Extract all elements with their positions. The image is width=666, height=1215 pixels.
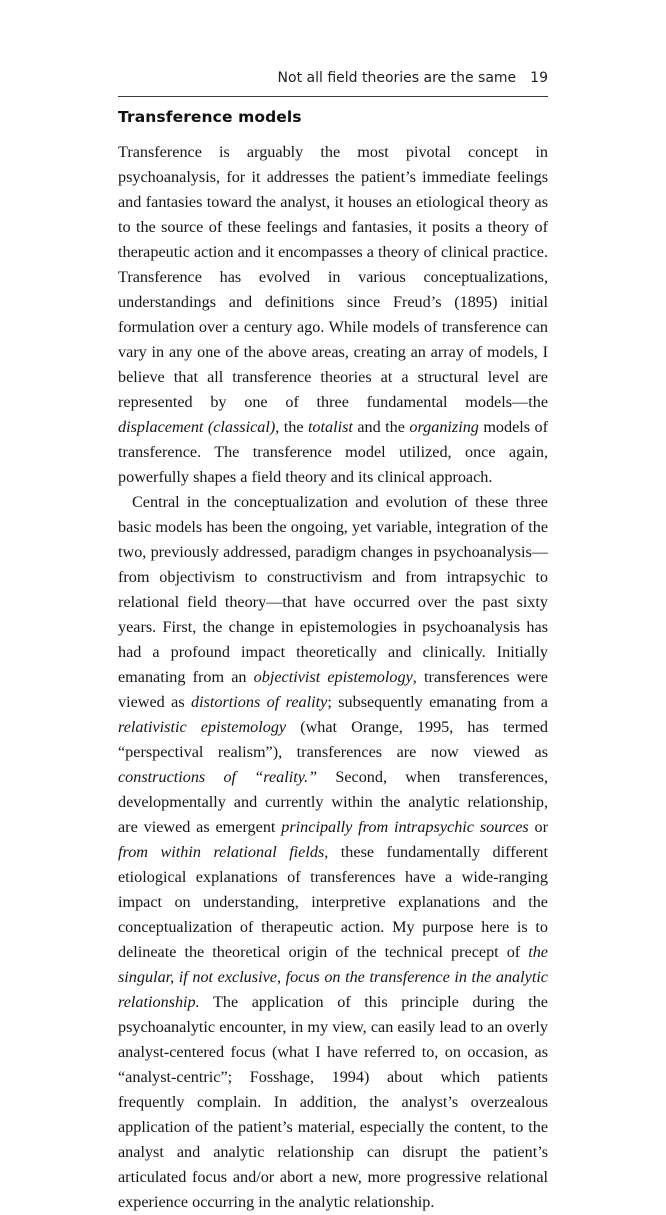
text-run: models of transference. The transference model utilized, once again, powerfully shapes a field theory and its clinical approach. <box>118 418 548 486</box>
paragraph <box>118 140 548 490</box>
text-run: Central in the conceptualization and evolution of these three basic models has been the ongoing, yet variable, integration of the two, previously addressed, paradigm changes in psychoanalysis—from objectivism to constructivism and from intrapsychic to relational field theory—that have occurred over the past sixty years. First, the change in epistemologies in psychoanalysis has had a profound impact theoretically and clinically. Initially emanating from an <box>118 493 548 686</box>
italic-run: constructions of “reality.” <box>118 768 318 786</box>
text-run: Second, when transferences, developmentally and currently within the analytic relationship, are viewed as emergent <box>118 768 548 836</box>
running-head-title: Not all field theories are the same <box>277 70 517 86</box>
text-run: ; subsequently emanating from a <box>327 693 548 711</box>
header-rule <box>118 96 548 97</box>
italic-run: objectivist epistemology <box>253 668 413 686</box>
section-heading: Transference models <box>118 108 302 126</box>
text-run: or <box>528 818 549 836</box>
italic-run: distortions of reality <box>191 693 328 711</box>
italic-run: displacement (classical) <box>118 418 276 436</box>
italic-run: the singular, if not exclusive, focus on the transference in the analytic relationship. <box>118 943 548 1011</box>
text-run: The application of this principle during the psychoanalytic encounter, in my view, can easily lead to an overly analyst-centered focus (what I have referred to, on occasion, as “analyst-centric”; Fosshage, 1994) about which patients frequently complain. In addition, the analyst’s overzealous application of the patient’s material, especially the content, to the analyst and analytic relationship can disrupt the patient’s articulated focus and/or abort a new, more progressive relational experience occurring in the analytic relationship. <box>118 993 548 1211</box>
italic-run: principally from intrapsychic sources <box>281 818 529 836</box>
italic-run: totalist <box>307 418 353 436</box>
text-run: Transference is arguably the most pivotal concept in psychoanalysis, for it addresses the patient’s immediate feelings and fantasies toward the analyst, it houses an etiological theory as to the source of these feelings and fantasies, it posits a theory of therapeutic action and it encompasses a theory of clinical practice. Transference has evolved in various conceptualizations, understandings and definitions since Freud’s (1895) initial formulation over a century ago. While models of transference can vary in any one of the above areas, creating an array of models, I believe that all transference theories at a structural level are represented by one of three fundamental models—the <box>118 143 548 411</box>
text-run: , transferences were viewed as <box>118 668 548 711</box>
text-run: , the <box>275 418 308 436</box>
running-head <box>118 70 548 88</box>
text-run: (what Orange, 1995, has termed “perspectival realism”), transferences are now viewed as <box>118 718 548 761</box>
italic-run: organizing <box>409 418 479 436</box>
text-run: , these fundamentally different etiological explanations of transferences have a wide-ranging impact on understanding, interpretive explanations and the conceptualization of therapeutic action. My purpose here is to delineate the theoretical origin of the technical precept of <box>118 843 548 961</box>
page-number: 19 <box>530 70 548 86</box>
body-text <box>118 140 548 1215</box>
text-run: and the <box>352 418 410 436</box>
paragraph <box>118 490 548 1215</box>
italic-run: from within relational fields <box>118 843 325 861</box>
italic-run: relativistic epistemology <box>118 718 287 736</box>
